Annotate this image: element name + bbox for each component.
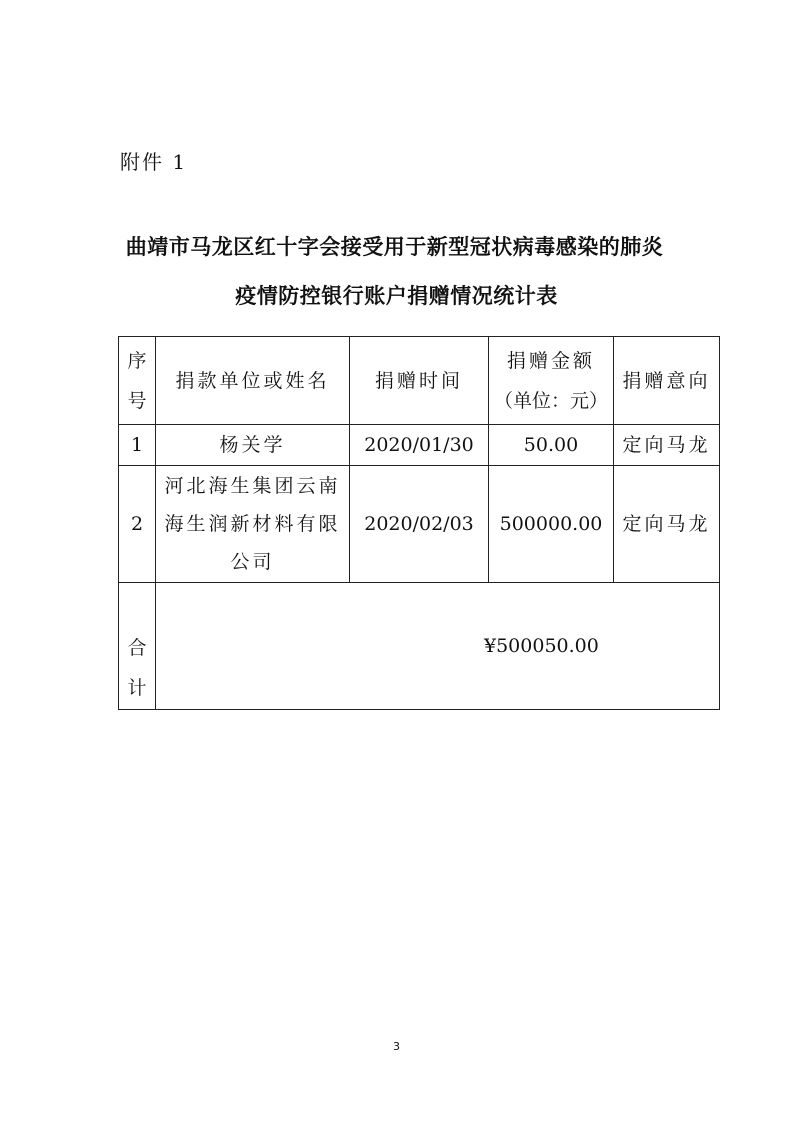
attachment-label: 附件 1	[120, 150, 188, 174]
header-amount-line2: （单位：元）	[493, 389, 608, 412]
total-label	[119, 583, 156, 710]
row-amount: 500000.00	[489, 466, 614, 583]
row-intent: 定向马龙	[614, 466, 720, 583]
row-amount: 50.00	[489, 425, 614, 466]
total-label-line2: 计	[127, 677, 147, 699]
row-donor-line3: 公司	[230, 551, 275, 573]
total-row	[119, 583, 720, 710]
row-intent: 定向马龙	[614, 425, 720, 466]
header-seq-line1: 序	[127, 349, 147, 372]
table-header-row	[119, 337, 720, 425]
total-amount-cell	[156, 583, 720, 710]
row-donor-line1: 河北海生集团云南	[164, 475, 341, 497]
header-amount	[489, 337, 614, 425]
total-amount: ¥500050.00	[484, 635, 599, 657]
page-title-line-2: 疫情防控银行账户捐赠情况统计表	[235, 284, 558, 308]
page-title-line-1: 曲靖市马龙区红十字会接受用于新型冠状病毒感染的肺炎	[125, 235, 664, 259]
row-donor-line2: 海生润新材料有限	[164, 513, 341, 535]
row-date: 2020/01/30	[350, 425, 489, 466]
row-donor	[156, 466, 350, 583]
header-seq-line2: 号	[127, 389, 147, 412]
row-seq: 1	[119, 425, 156, 466]
donation-table	[118, 336, 720, 710]
header-intent: 捐赠意向	[614, 337, 720, 425]
table-row	[119, 466, 720, 583]
header-seq	[119, 337, 156, 425]
row-date: 2020/02/03	[350, 466, 489, 583]
header-donor: 捐款单位或姓名	[156, 337, 350, 425]
table-row	[119, 425, 720, 466]
row-donor: 杨关学	[156, 425, 350, 466]
header-amount-line1: 捐赠金额	[506, 349, 595, 372]
row-seq: 2	[119, 466, 156, 583]
header-date: 捐赠时间	[350, 337, 489, 425]
page-number: 3	[393, 1040, 400, 1053]
total-label-line1: 合	[127, 637, 147, 659]
